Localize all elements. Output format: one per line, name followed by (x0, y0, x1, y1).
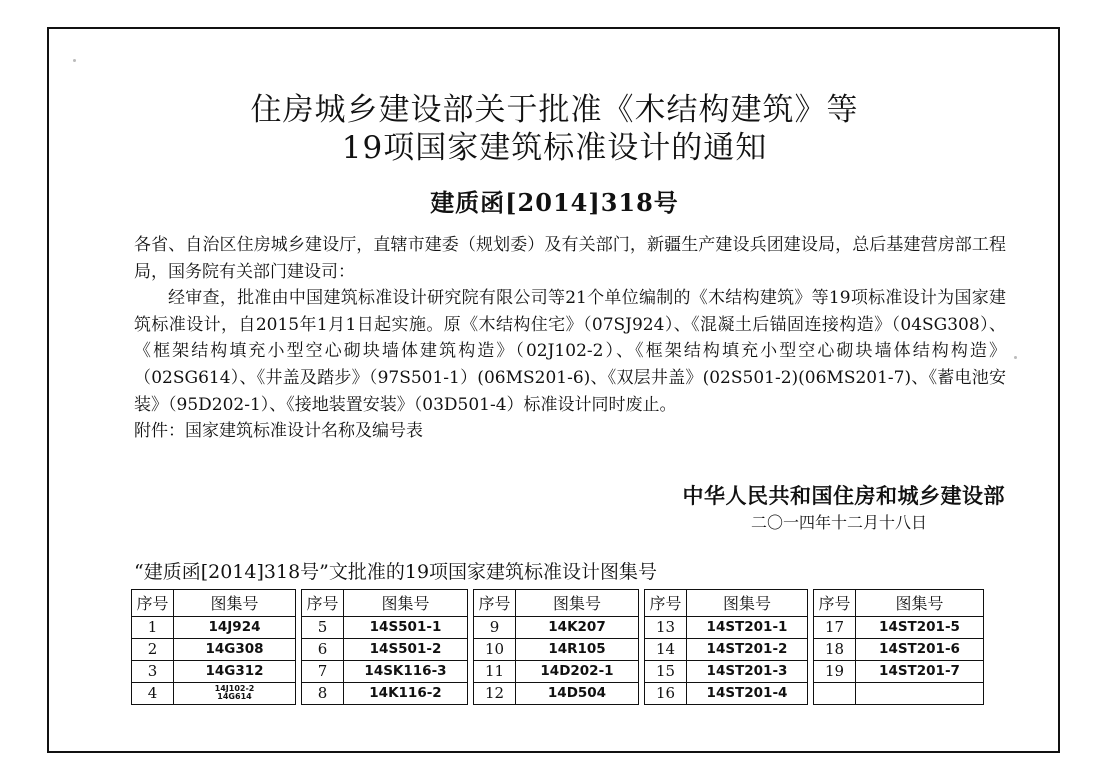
table-header-row (645, 590, 808, 617)
row-no: 19 (814, 660, 856, 682)
row-no: 7 (302, 660, 344, 682)
table-row (474, 638, 639, 660)
header-no: 序号 (474, 590, 516, 617)
table-row (302, 660, 468, 682)
row-no: 13 (645, 616, 687, 638)
table-row-empty (814, 682, 984, 704)
row-code: 14S501-1 (344, 616, 468, 638)
main-paragraph: 经审查，批准由中国建筑标准设计研究院有限公司等21个单位编制的《木结构建筑》等19项标准设计为国家建筑标准设计，自2015年1月1日起实施。原《木结构住宅》（07SJ924）、《混凝土后锚固连接构造》（04SG308）、《框架结构填充小型空心砌块墙体建筑构造》（02J102-2）、《框架结构填充小型空心砌块墙体结构构造》（02SG614）、《井盖及踏步》（97S501-1）(06MS201-6)、《双层井盖》(02S501-2)(06MS201-7)、《蓄电池安装》（95D202-1）、《接地装置安装》（03D501-4）标准设计同时废止。 (134, 288, 1006, 415)
row-code: 14ST201-7 (856, 660, 984, 682)
atlas-number-table (131, 589, 1007, 705)
issuer-signature: 中华人民共和国住房和城乡建设部 (682, 484, 1005, 508)
header-code: 图集号 (516, 590, 639, 617)
notice-body (134, 232, 1006, 445)
row-code: 14ST201-5 (856, 616, 984, 638)
table-row (645, 638, 808, 660)
table-row (814, 616, 984, 638)
row-no: 14 (645, 638, 687, 660)
scan-speck (1014, 356, 1017, 359)
row-no: 18 (814, 638, 856, 660)
table-header-row (132, 590, 296, 617)
row-code: 14ST201-2 (687, 638, 808, 660)
row-no: 11 (474, 660, 516, 682)
row-no: 16 (645, 682, 687, 704)
row-no: 1 (132, 616, 174, 638)
row-code: 14G308 (174, 638, 296, 660)
row-code-line1: 14J102-2 (214, 684, 255, 694)
row-code: 14S501-2 (344, 638, 468, 660)
row-code: 14D504 (516, 682, 639, 704)
row-code: 14ST201-6 (856, 638, 984, 660)
header-code: 图集号 (174, 590, 296, 617)
notice-title-line1: 住房城乡建设部关于批准《木结构建筑》等 (250, 92, 859, 128)
table-row (302, 682, 468, 704)
table-row (132, 638, 296, 660)
table-row (132, 616, 296, 638)
table-block-5 (813, 589, 984, 705)
table-row (132, 682, 296, 704)
document-number: 建质函[2014]318号 (430, 188, 679, 217)
row-no: 2 (132, 638, 174, 660)
recipients-paragraph: 各省、自治区住房城乡建设厅，直辖市建委（规划委）及有关部门，新疆生产建设兵团建设局，总后基建营房部工程局，国务院有关部门建设司： (134, 235, 1006, 282)
row-no (814, 682, 856, 704)
row-code: 14K116-2 (344, 682, 468, 704)
table-row (645, 616, 808, 638)
row-no: 3 (132, 660, 174, 682)
row-no: 4 (132, 682, 174, 704)
header-no: 序号 (814, 590, 856, 617)
row-no: 8 (302, 682, 344, 704)
header-no: 序号 (645, 590, 687, 617)
table-row (645, 660, 808, 682)
table-block-1 (131, 589, 296, 705)
row-code: 14G312 (174, 660, 296, 682)
row-no: 6 (302, 638, 344, 660)
row-code-line2: 14G614 (217, 692, 252, 702)
attachment-line: 附件：国家建筑标准设计名称及编号表 (134, 421, 423, 442)
table-block-4 (644, 589, 808, 705)
table-row (132, 660, 296, 682)
row-no: 5 (302, 616, 344, 638)
row-code: 14ST201-1 (687, 616, 808, 638)
table-block-2 (301, 589, 468, 705)
row-no: 10 (474, 638, 516, 660)
row-no: 12 (474, 682, 516, 704)
table-row (814, 660, 984, 682)
row-code: 14SK116-3 (344, 660, 468, 682)
table-row (474, 616, 639, 638)
header-code: 图集号 (856, 590, 984, 617)
row-code: 14R105 (516, 638, 639, 660)
notice-title-line2: 19项国家建筑标准设计的通知 (341, 130, 768, 166)
table-header-row (302, 590, 468, 617)
row-code-double (174, 682, 296, 704)
table-row (302, 638, 468, 660)
row-code: 14ST201-3 (687, 660, 808, 682)
row-code (856, 682, 984, 704)
row-code: 14ST201-4 (687, 682, 808, 704)
row-no: 17 (814, 616, 856, 638)
header-no: 序号 (132, 590, 174, 617)
table-row (474, 660, 639, 682)
row-code: 14J924 (174, 616, 296, 638)
row-code: 14K207 (516, 616, 639, 638)
table-block-3 (473, 589, 639, 705)
row-no: 9 (474, 616, 516, 638)
header-no: 序号 (302, 590, 344, 617)
table-header-row (814, 590, 984, 617)
table-row (474, 682, 639, 704)
table-row (814, 638, 984, 660)
table-row (302, 616, 468, 638)
issue-date: 二〇一四年十二月十八日 (750, 513, 927, 532)
scan-speck (73, 59, 76, 62)
header-code: 图集号 (344, 590, 468, 617)
row-no: 15 (645, 660, 687, 682)
row-code: 14D202-1 (516, 660, 639, 682)
table-caption: “建质函[2014]318号”文批准的19项国家建筑标准设计图集号 (134, 561, 658, 583)
header-code: 图集号 (687, 590, 808, 617)
table-row (645, 682, 808, 704)
table-header-row (474, 590, 639, 617)
